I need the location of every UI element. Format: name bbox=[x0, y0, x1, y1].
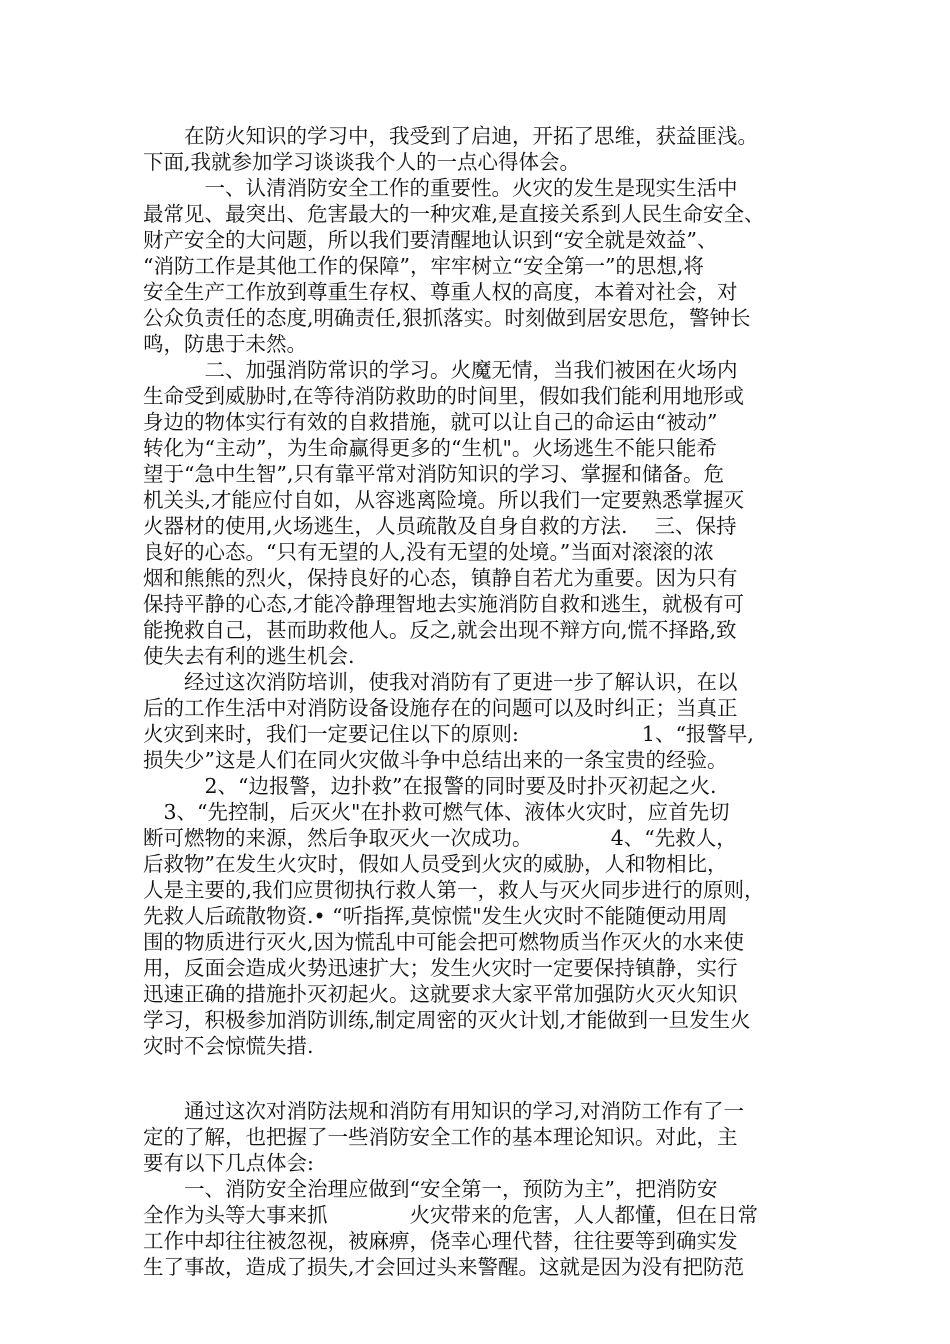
text-line: 在防火知识的学习中，我受到了启迪，开拓了思维，获益匪浅。 bbox=[143, 124, 758, 148]
text-line: 工作中却往往被忽视，被麻痹，侥幸心理代替，往往要等到确实发 bbox=[143, 1229, 738, 1253]
text-line: 生命受到威胁时,在等待消防救助的时间里，假如我们能利用地形或 bbox=[143, 384, 745, 408]
text-line: 使失去有利的逃生机会. bbox=[143, 644, 355, 668]
text-line: 保持平静的心态,才能冷静理智地去实施消防自救和逃生，就极有可 bbox=[143, 592, 745, 616]
text-line: 灾时不会惊慌失措. bbox=[143, 1034, 314, 1058]
text-line: 经过这次消防培训，使我对消防有了更进一步了解认识，在以 bbox=[143, 670, 738, 694]
text-line: 烟和熊熊的烈火，保持良好的心态，镇静自若尤为重要。因为只有 bbox=[143, 566, 738, 590]
text-line: 迅速正确的措施扑灭初起火。这就要求大家平常加强防火灭火知识 bbox=[143, 982, 738, 1006]
text-line: 望于“急中生智”,只有靠平常对消防知识的学习、掌握和储备。危 bbox=[143, 462, 724, 486]
text-line: 机关头,才能应付自如，从容逃离险境。所以我们一定要熟悉掌握灭 bbox=[143, 488, 745, 512]
text-line: 最常见、最突出、危害最大的一种灾难,是直接关系到人民生命安全、 bbox=[143, 202, 765, 226]
text-line: 良好的心态。“只有无望的人,没有无望的处境。”当面对滚滚的浓 bbox=[143, 540, 714, 564]
text-line: 火灾到来时，我们一定要记住以下的原则: 1、“报警早, bbox=[143, 722, 754, 746]
text-line: 全作为头等大事来抓 火灾带来的危害，人人都懂，但在日常 bbox=[143, 1203, 758, 1227]
text-line: 二、加强消防常识的学习。火魔无情，当我们被困在火场内 bbox=[143, 358, 738, 382]
text-line: 3、“先控制，后灭火"在扑救可燃气体、液体火灾时，应首先切 bbox=[143, 800, 730, 824]
text-line: 公众负责任的态度,明确责任,狠抓落实。时刻做到居安思危，警钟长 bbox=[143, 306, 751, 330]
text-line: 鸣，防患于未然。 bbox=[143, 332, 307, 356]
text-line: 断可燃物的来源，然后争取灭火一次成功。 4、“先救人， bbox=[143, 826, 737, 850]
text-line: 能挽救自己，甚而助救他人。反之,就会出现不辩方向,慌不择路,致 bbox=[143, 618, 737, 642]
text-line: 生了事故，造成了损失,才会回过头来警醒。这就是因为没有把防范 bbox=[143, 1255, 745, 1279]
text-line: 一、认清消防安全工作的重要性。火灾的发生是现实生活中 bbox=[143, 176, 738, 200]
text-line: 通过这次对消防法规和消防有用知识的学习,对消防工作有了一 bbox=[143, 1099, 745, 1123]
text-line: 损失少”这是人们在同火灾做斗争中总结出来的一条宝贵的经验。 bbox=[143, 748, 728, 772]
text-line: 后的工作生活中对消防设备设施存在的问题可以及时纠正；当真正 bbox=[143, 696, 738, 720]
text-line: 下面,我就参加学习谈谈我个人的一点心得体会。 bbox=[143, 150, 581, 174]
text-line: 要有以下几点体会: bbox=[143, 1151, 314, 1175]
text-line: 2、“边报警，边扑救”在报警的同时要及时扑灭初起之火. bbox=[143, 774, 717, 798]
text-line: 先救人后疏散物资.• “听指挥,莫惊慌"发生火灾时不能随便动用周 bbox=[143, 904, 728, 928]
text-line: 身边的物体实行有效的自救措施，就可以让自己的命运由“被动” bbox=[143, 410, 718, 434]
text-line: 围的物质进行灭火,因为慌乱中可能会把可燃物质当作灭火的水来使 bbox=[143, 930, 745, 954]
text-line: 财产安全的大问题，所以我们要清醒地认识到“安全就是效益”、 bbox=[143, 228, 718, 252]
text-line: 一、消防安全治理应做到“安全第一，预防为主”，把消防安 bbox=[143, 1177, 718, 1201]
text-line: 火器材的使用,火场逃生，人员疏散及自身自救的方法. 三、保持 bbox=[143, 514, 737, 538]
text-line: 安全生产工作放到尊重生存权、尊重人权的高度，本着对社会，对 bbox=[143, 280, 738, 304]
text-line: 用，反面会造成火势迅速扩大；发生火灾时一定要保持镇静，实行 bbox=[143, 956, 738, 980]
text-line: 人是主要的,我们应贯彻执行救人第一，救人与灭火同步进行的原则， bbox=[143, 878, 765, 902]
text-line: 转化为“主动”，为生命赢得更多的“生机"。火场逃生不能只能希 bbox=[143, 436, 717, 460]
text-line: “消防工作是其他工作的保障”，牢牢树立“安全第一”的思想,将 bbox=[143, 254, 704, 278]
text-line: 后救物”在发生火灾时，假如人员受到火灾的威胁，人和物相比， bbox=[143, 852, 728, 876]
text-line: 定的了解，也把握了一些消防安全工作的基本理论知识。对此，主 bbox=[143, 1125, 738, 1149]
text-line: 学习，积极参加消防训练,制定周密的灭火计划,才能做到一旦发生火 bbox=[143, 1008, 751, 1032]
